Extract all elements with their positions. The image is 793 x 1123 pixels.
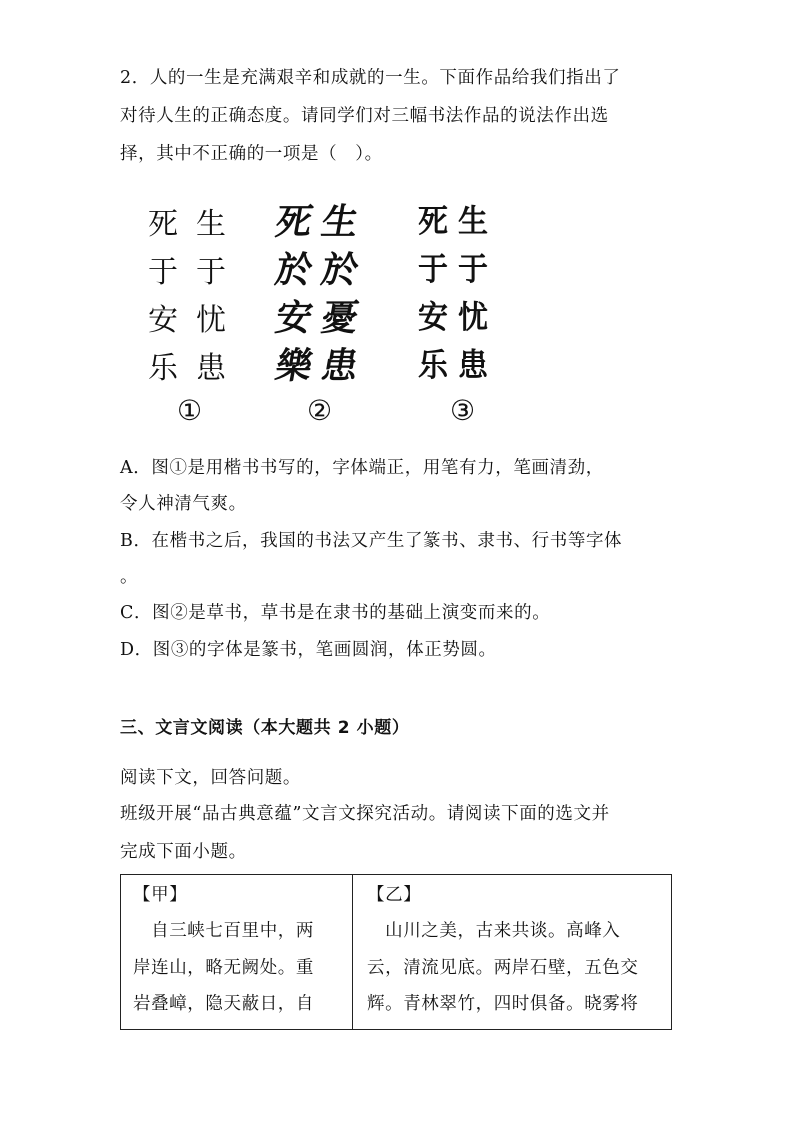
work1-char-right-3: 患 bbox=[196, 351, 226, 386]
work2-label: ② bbox=[307, 394, 333, 427]
option-c: C．图②是草书，草书是在隶书的基础上演变而来的。 bbox=[120, 603, 551, 623]
work3-char-left-3: 乐 bbox=[418, 347, 448, 384]
work1-char-right-0: 生 bbox=[196, 207, 226, 242]
passage-jia-line: 岸连山，略无阙处。重 bbox=[133, 958, 314, 978]
option-a-line-1: A．图①是用楷书书写的，字体端正，用笔有力，笔画清劲， bbox=[120, 458, 604, 478]
passage-jia-cell bbox=[121, 875, 353, 1029]
work1-char-right-1: 于 bbox=[196, 255, 226, 290]
passages-table bbox=[120, 874, 672, 1030]
work2-char-right-3: 患 bbox=[318, 345, 362, 387]
work1-left-column bbox=[148, 201, 178, 393]
activity-description-line-1: 班级开展“品古典意蕴”文言文探究活动。请阅读下面的选文并 bbox=[120, 804, 610, 824]
work2-char-right-1: 於 bbox=[318, 249, 362, 291]
work2-left-column bbox=[272, 198, 316, 390]
work1-char-left-1: 于 bbox=[148, 255, 178, 290]
passage-yi-line: 山川之美，古来共谈。高峰入 bbox=[367, 921, 621, 941]
passage-yi-line: 云，清流见底。两岸石壁，五色交 bbox=[367, 958, 639, 978]
passage-jia-line: 自三峡七百里中，两 bbox=[133, 921, 314, 941]
work1-char-left-2: 安 bbox=[148, 303, 178, 338]
passage-yi-cell bbox=[353, 875, 671, 1029]
passage-yi-line: 辉。青林翠竹，四时俱备。晓雾将 bbox=[367, 994, 639, 1014]
work1-char-left-0: 死 bbox=[148, 207, 178, 242]
work2-char-left-3: 樂 bbox=[272, 345, 316, 387]
question-text-line-2: 对待人生的正确态度。请同学们对三幅书法作品的说法作出选 bbox=[120, 106, 609, 126]
question-text-line-1: 2．人的一生是充满艰辛和成就的一生。下面作品给我们指出了 bbox=[120, 68, 621, 88]
work3-char-right-3: 患 bbox=[458, 347, 488, 384]
work3-char-left-2: 安 bbox=[418, 299, 448, 336]
work1-char-right-2: 忧 bbox=[196, 303, 226, 338]
work3-left-column bbox=[418, 198, 448, 390]
work2-char-left-2: 安 bbox=[272, 297, 316, 339]
passage-jia-header: 【甲】 bbox=[133, 885, 188, 905]
section-title: 三、文言文阅读（本大题共 2 小题） bbox=[120, 718, 410, 738]
work3-right-column bbox=[458, 198, 488, 390]
option-a-line-2: 令人神清气爽。 bbox=[120, 494, 247, 514]
work3-char-left-0: 死 bbox=[418, 203, 448, 240]
question-text-line-3: 择，其中不正确的一项是（ ）。 bbox=[120, 144, 383, 164]
option-b-line-1: B．在楷书之后，我国的书法又产生了篆书、隶书、行书等字体 bbox=[120, 531, 623, 551]
work3-char-left-1: 于 bbox=[418, 251, 448, 288]
work2-char-left-1: 於 bbox=[272, 249, 316, 291]
work2-char-right-2: 憂 bbox=[318, 297, 362, 339]
passage-jia-line: 岩叠嶂，隐天蔽日，自 bbox=[133, 994, 314, 1014]
work2-right-column bbox=[318, 198, 362, 390]
work3-label: ③ bbox=[450, 394, 476, 427]
work3-char-right-0: 生 bbox=[458, 203, 488, 240]
activity-description-line-2: 完成下面小题。 bbox=[120, 842, 247, 862]
reading-instruction: 阅读下文，回答问题。 bbox=[120, 768, 301, 788]
passage-yi-header: 【乙】 bbox=[367, 885, 422, 905]
option-d: D．图③的字体是篆书，笔画圆润，体正势圆。 bbox=[120, 640, 497, 660]
work1-char-left-3: 乐 bbox=[148, 351, 178, 386]
work3-char-right-1: 于 bbox=[458, 251, 488, 288]
work2-char-right-0: 生 bbox=[318, 201, 362, 243]
option-b-line-2: 。 bbox=[120, 567, 139, 587]
work1-label: ① bbox=[177, 394, 203, 427]
work3-char-right-2: 忧 bbox=[458, 299, 488, 336]
work2-char-left-0: 死 bbox=[272, 201, 316, 243]
work1-right-column bbox=[196, 201, 226, 393]
